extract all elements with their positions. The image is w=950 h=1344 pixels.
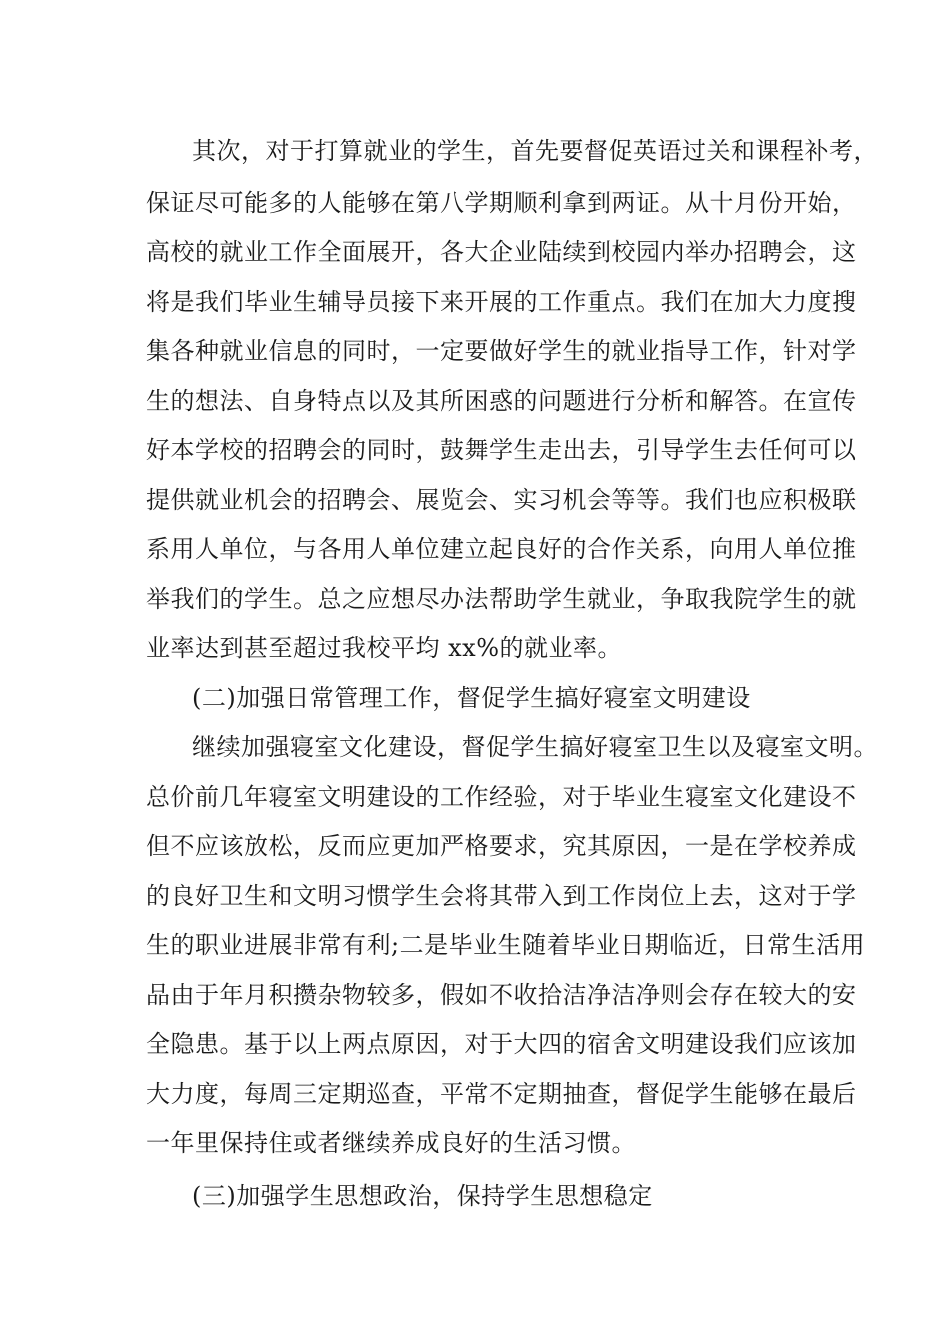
text-line: 生的想法、自身特点以及其所困惑的问题进行分析和解答。在宣传 (146, 387, 857, 415)
text-line: 将是我们毕业生辅导员接下来开展的工作重点。我们在加大力度搜 (146, 288, 857, 316)
text-line: 提供就业机会的招聘会、展览会、实习机会等等。我们也应积极联 (146, 486, 857, 514)
text-line: 但不应该放松，反而应更加严格要求，究其原因，一是在学校养成 (146, 832, 857, 860)
section-heading: (三)加强学生思想政治，保持学生思想稳定 (192, 1182, 653, 1210)
text-line: 业率达到甚至超过我校平均 xx%的就业率。 (146, 634, 623, 662)
text-line: 保证尽可能多的人能够在第八学期顺利拿到两证。从十月份开始， (146, 189, 857, 217)
text-line: 举我们的学生。总之应想尽办法帮助学生就业，争取我院学生的就 (146, 585, 857, 613)
text-line: 继续加强寝室文化建设，督促学生搞好寝室卫生以及寝室文明。 (192, 733, 878, 761)
text-line: 大力度，每周三定期巡查，平常不定期抽查，督促学生能够在最后 (146, 1080, 857, 1108)
text-line: 好本学校的招聘会的同时，鼓舞学生走出去，引导学生去任何可以 (146, 436, 857, 464)
text-line: 的良好卫生和文明习惯学生会将其带入到工作岗位上去，这对于学 (146, 882, 857, 910)
text-line: 其次，对于打算就业的学生，首先要督促英语过关和课程补考， (192, 137, 878, 165)
text-line: 生的职业进展非常有利;二是毕业生随着毕业日期临近，日常生活用 (146, 931, 866, 959)
text-line: 一年里保持住或者继续养成良好的生活习惯。 (146, 1129, 636, 1157)
text-line: 系用人单位，与各用人单位建立起良好的合作关系，向用人单位推 (146, 535, 857, 563)
text-line: 高校的就业工作全面展开，各大企业陆续到校园内举办招聘会，这 (146, 238, 857, 266)
text-line: 集各种就业信息的同时，一定要做好学生的就业指导工作，针对学 (146, 337, 857, 365)
text-line: 全隐患。基于以上两点原因，对于大四的宿舍文明建设我们应该加 (146, 1030, 857, 1058)
text-line: 品由于年月积攒杂物较多，假如不收拾洁净洁净则会存在较大的安 (146, 981, 857, 1009)
text-line: 总价前几年寝室文明建设的工作经验，对于毕业生寝室文化建设不 (146, 783, 857, 811)
section-heading: (二)加强日常管理工作，督促学生搞好寝室文明建设 (192, 684, 751, 712)
